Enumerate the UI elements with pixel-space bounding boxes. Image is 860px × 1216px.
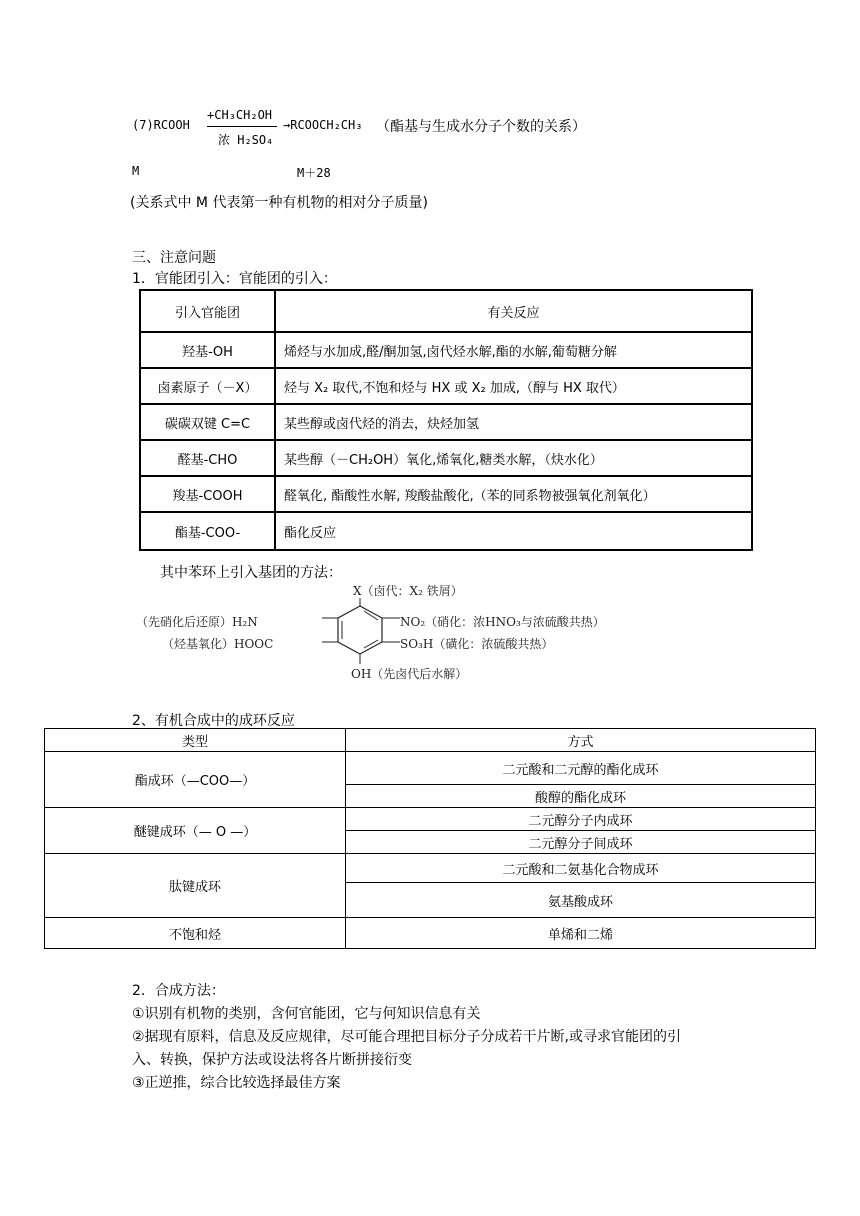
method-p3: ③正逆推，综合比较选择最佳方案 <box>132 1075 341 1091</box>
table-cell: 氨基酸成环 <box>346 883 816 918</box>
table-cell: 二元醇分子间成环 <box>346 831 816 854</box>
table-header-row <box>140 290 752 332</box>
eq7-note: （酯基与生成水分子个数的关系） <box>376 119 586 135</box>
method-p1: ①识别有机物的类别，含何官能团，它与何知识信息有关 <box>132 1006 481 1022</box>
table-row <box>140 368 752 404</box>
table-row <box>140 512 752 550</box>
table-row <box>45 854 816 883</box>
table-cell: 酯成环（—COO—） <box>45 752 346 808</box>
eq7-product: →RCOOCH₂CH₃ <box>283 118 363 132</box>
table-cell: 烯烃与水加成,醛/酮加氢,卤代烃水解,酯的水解,葡萄糖分解 <box>275 332 752 368</box>
table-row <box>45 918 816 949</box>
table-cell: 羧基-COOH <box>140 476 275 512</box>
table-cell: 酸醇的酯化成环 <box>346 785 816 808</box>
method-title: 2．合成方法： <box>132 983 225 999</box>
table-row <box>140 404 752 440</box>
table-cell: 卤素原子（－X） <box>140 368 275 404</box>
table-header-cell: 引入官能团 <box>140 290 275 332</box>
table-header-cell: 有关反应 <box>275 290 752 332</box>
table-cell: 二元酸和二氨基化合物成环 <box>346 854 816 883</box>
functional-group-table <box>139 289 753 551</box>
eq7-reagent-top: +CH₃CH₂OH <box>207 108 273 122</box>
method-p2b: 入、转换，保护方法或设法将各片断拼接衍变 <box>132 1052 412 1068</box>
table-cell: 羟基-OH <box>140 332 275 368</box>
method-p2a: ②据现有原料，信息及反应规律，尽可能合理把目标分子分成若干片断,或寻求官能团的引 <box>132 1029 681 1045</box>
table-cell: 某些醇或卤代烃的消去，炔烃加氢 <box>275 404 752 440</box>
table-row <box>140 332 752 368</box>
benzene-top-label: X（卤代：X₂ 铁屑） <box>353 584 463 598</box>
table-cell: 醛基-CHO <box>140 440 275 476</box>
benzene-ring <box>300 590 420 670</box>
table-row <box>45 752 816 785</box>
table-row <box>140 476 752 512</box>
eq7-explain: (关系式中 M 代表第一种有机物的相对分子质量) <box>130 195 428 211</box>
table-cell: 烃与 X₂ 取代,不饱和烃与 HX 或 X₂ 加成,（醇与 HX 取代） <box>275 368 752 404</box>
table-cell: 单烯和二烯 <box>346 918 816 949</box>
benzene-intro: 其中苯环上引入基团的方法： <box>160 565 342 581</box>
section3-item1: 1．官能团引入：官能团的引入： <box>132 271 337 287</box>
eq7-arrow-line <box>207 126 277 127</box>
table-cell: 某些醇（－CH₂OH）氧化,烯氧化,糖类水解，（炔水化） <box>275 440 752 476</box>
table-cell: 肽键成环 <box>45 854 346 918</box>
section3-title: 三、注意问题 <box>132 250 216 266</box>
table-cell: 不饱和烃 <box>45 918 346 949</box>
table-cell: 碳碳双键 C=C <box>140 404 275 440</box>
benzene-right1-label: NO₂（硝化：浓HNO₃与浓硫酸共热） <box>400 615 605 629</box>
benzene-left2-label: （烃基氧化）HOOC <box>162 637 274 651</box>
ring-formation-table <box>44 728 816 949</box>
table-cell: 酯基-COO- <box>140 512 275 550</box>
table-header-cell: 类型 <box>45 729 346 752</box>
table-cell: 二元酸和二元醇的酯化成环 <box>346 752 816 785</box>
table-cell: 醛氧化, 酯酸性水解, 羧酸盐酸化,（苯的同系物被强氧化剂氧化） <box>275 476 752 512</box>
eq7-reactant: (7)RCOOH <box>132 118 190 132</box>
table-cell: 醚键成环（— O —） <box>45 808 346 854</box>
ring-section-title: 2、有机合成中的成环反应 <box>132 713 295 729</box>
eq7-m-left: M <box>132 164 140 178</box>
benzene-bottom-label: OH（先卤代后水解） <box>351 667 468 681</box>
eq7-m-right: M＋28 <box>297 166 331 180</box>
benzene-left1-label: （先硝化后还原）H₂N <box>136 615 258 629</box>
table-header-cell: 方式 <box>346 729 816 752</box>
eq7-reagent-bottom: 浓 H₂SO₄ <box>218 133 274 147</box>
benzene-right2-label: SO₃H（磺化：浓硫酸共热） <box>400 637 554 651</box>
table-row <box>45 808 816 831</box>
table-row <box>140 440 752 476</box>
table-header-row <box>45 729 816 752</box>
table-cell: 二元醇分子内成环 <box>346 808 816 831</box>
table-cell: 酯化反应 <box>275 512 752 550</box>
